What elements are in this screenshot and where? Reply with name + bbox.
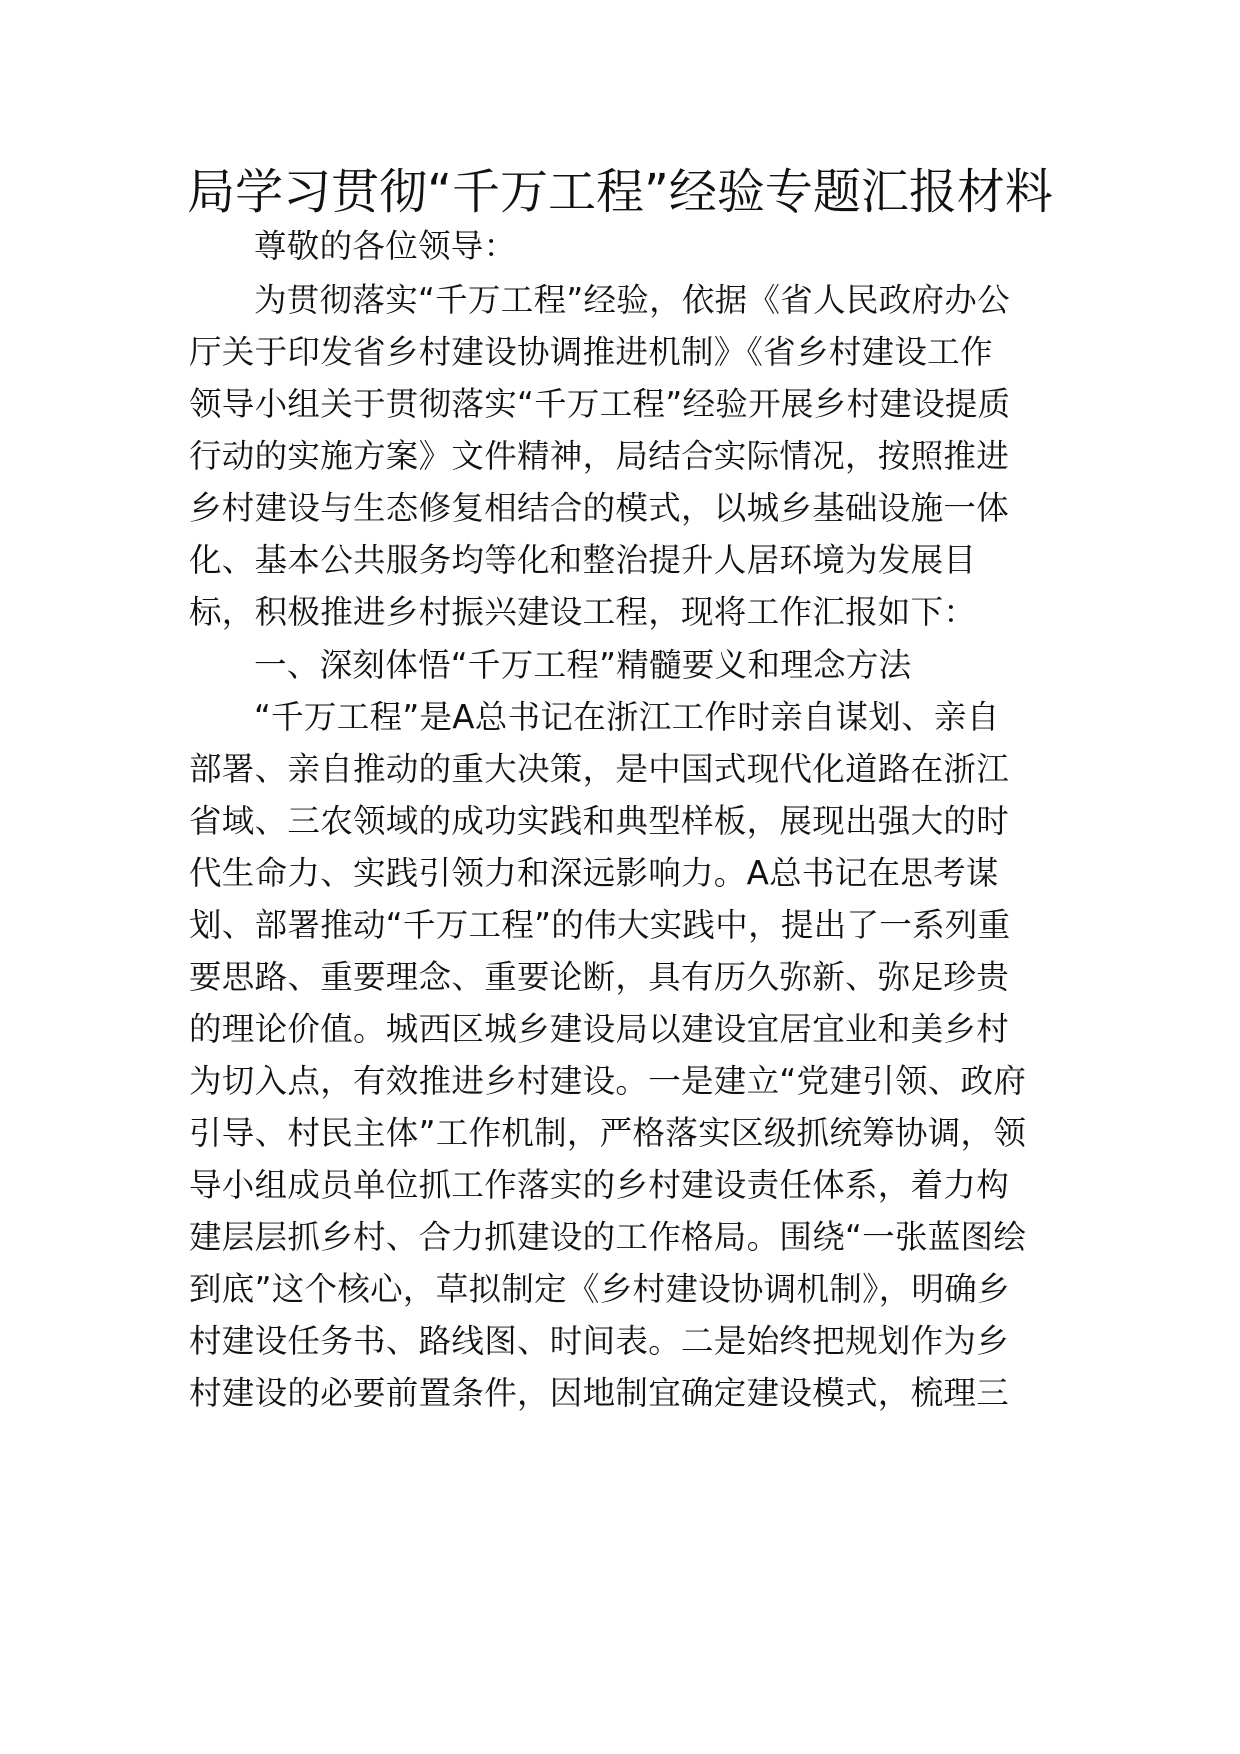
- section-heading: 一、深刻体悟“千万工程”精髓要义和理念方法: [254, 646, 912, 684]
- paragraph-line: 划、部署推动“千万工程”的伟大实践中，提出了一系列重: [189, 906, 1011, 944]
- paragraph-line: 厅关于印发省乡村建设协调推进机制》《省乡村建设工作: [189, 333, 993, 371]
- paragraph-line: 部署、亲自推动的重大决策，是中国式现代化道路在浙江: [189, 750, 1010, 788]
- paragraph-line: 化、基本公共服务均等化和整治提升人居环境为发展目: [189, 541, 977, 579]
- paragraph-line: 乡村建设与生态修复相结合的模式，以城乡基础设施一体: [189, 489, 1010, 527]
- paragraph-line: 为切入点，有效推进乡村建设。一是建立“党建引领、政府: [189, 1062, 1027, 1100]
- paragraph-line: 到底”这个核心，草拟制定《乡村建设协调机制》，明确乡: [189, 1270, 1010, 1308]
- paragraph-line: 引导、村民主体”工作机制，严格落实区级抓统筹协调，领: [189, 1114, 1027, 1152]
- paragraph-line: 省域、三农领域的成功实践和典型样板，展现出强大的时: [189, 802, 1010, 840]
- salutation: 尊敬的各位领导：: [254, 227, 517, 265]
- paragraph-line: 村建设任务书、路线图、时间表。二是始终把规划作为乡: [189, 1322, 1010, 1360]
- paragraph-line: “千万工程”是A总书记在浙江工作时亲自谋划、亲自: [254, 698, 1000, 736]
- paragraph-line: 村建设的必要前置条件，因地制宜确定建设模式，梳理三: [189, 1374, 1010, 1412]
- paragraph-line: 代生命力、实践引领力和深远影响力。A总书记在思考谋: [189, 854, 999, 892]
- paragraph-line: 导小组成员单位抓工作落实的乡村建设责任体系，着力构: [189, 1166, 1010, 1204]
- paragraph-line: 要思路、重要理念、重要论断，具有历久弥新、弥足珍贵: [189, 958, 1010, 996]
- paragraph-line: 行动的实施方案》文件精神，局结合实际情况，按照推进: [189, 437, 1010, 475]
- document-title: 局学习贯彻“千万工程”经验专题汇报材料: [187, 164, 1053, 220]
- paragraph-line: 领导小组关于贯彻落实“千万工程”经验开展乡村建设提质: [189, 385, 1011, 423]
- paragraph-line: 建层层抓乡村、合力抓建设的工作格局。围绕“一张蓝图绘: [189, 1218, 1027, 1256]
- paragraph-line: 的理论价值。城西区城乡建设局以建设宜居宜业和美乡村: [189, 1010, 1010, 1048]
- paragraph-line: 为贯彻落实“千万工程”经验，依据《省人民政府办公: [254, 281, 1010, 319]
- paragraph-line: 标，积极推进乡村振兴建设工程，现将工作汇报如下：: [189, 593, 977, 631]
